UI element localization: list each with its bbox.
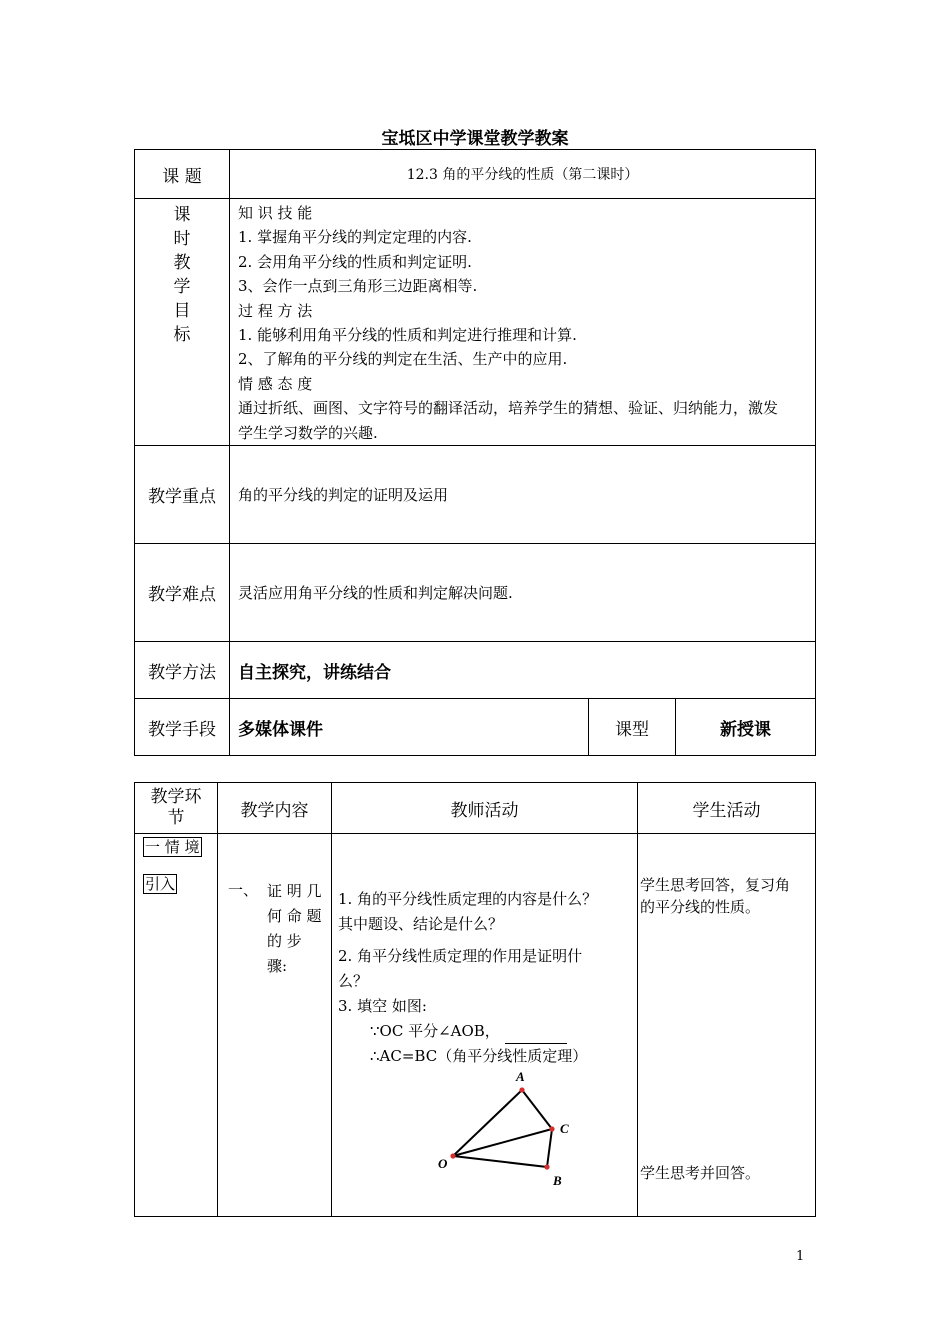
- teacher-question: 么？: [338, 972, 369, 990]
- method-value: 自主探究，讲练结合: [230, 642, 816, 699]
- header-content: 教学内容: [218, 783, 332, 834]
- stage-cell: [135, 834, 218, 1217]
- content-cell: [218, 834, 332, 1217]
- page-number: 1: [796, 1249, 805, 1264]
- objectives-label: [135, 199, 230, 446]
- objectives-label-char: 时: [173, 229, 191, 249]
- key-point-label: 教学重点: [135, 446, 230, 544]
- content-prefix: 一、: [228, 881, 259, 899]
- lesson-info-table: [134, 149, 816, 756]
- means-label: 教学手段: [135, 699, 230, 756]
- therefore-line: ∴AC=BC（角平分线性质定理）: [370, 1047, 588, 1065]
- objectives-content: [230, 199, 816, 446]
- label-b: B: [553, 1173, 562, 1188]
- objectives-label-char: 目: [173, 301, 191, 321]
- key-point-value: 角的平分线的判定的证明及运用: [230, 446, 816, 544]
- student-answer: 学生思考并回答。: [640, 1164, 761, 1182]
- objectives-label-char: 标: [173, 325, 191, 345]
- content-line: 骤:: [267, 957, 288, 975]
- objectives-label-char: 学: [173, 277, 191, 297]
- stage-box: 引入: [145, 875, 176, 893]
- objective-line: 2. 会用角平分线的性质和判定证明.: [238, 252, 472, 271]
- angle-bisector-figure: [423, 1069, 613, 1191]
- because-line: ∵OC 平分∠AOB，: [370, 1022, 500, 1040]
- objectives-label-char: 教: [173, 253, 191, 273]
- blank-underline: [505, 1029, 567, 1044]
- point-o: [450, 1153, 455, 1158]
- means-value: 多媒体课件: [230, 699, 589, 756]
- objective-line: 情 感 态 度: [238, 374, 313, 393]
- lesson-type-label: 课型: [589, 699, 676, 756]
- objective-line: 1. 掌握角平分线的判定定理的内容.: [238, 228, 472, 247]
- header-stage: [135, 783, 218, 834]
- student-answer: 学生思考回答，复习角: [640, 876, 791, 894]
- header-teacher: 教师活动: [332, 783, 638, 834]
- teaching-process-table: [134, 782, 816, 1217]
- segment-ac: [522, 1090, 552, 1129]
- topic-value: 12.3 角的平分线的性质（第二课时）: [230, 150, 816, 199]
- objective-line: 2、了解角的平分线的判定在生活、生产中的应用.: [238, 350, 568, 369]
- objective-line: 1. 能够利用角平分线的性质和判定进行推理和计算.: [238, 326, 577, 345]
- document-title: 宝坻区中学课堂教学教案: [381, 129, 569, 149]
- student-answer: 的平分线的性质。: [640, 898, 761, 916]
- topic-label: 课 题: [135, 150, 230, 199]
- segment-ob: [453, 1156, 547, 1167]
- teacher-question: 2. 角平分线性质定理的作用是证明什: [338, 947, 583, 965]
- teacher-activity-cell: [332, 834, 638, 1217]
- objectives-label-char: 课: [173, 205, 191, 225]
- student-activity-cell: [638, 834, 816, 1217]
- difficult-point-value: 灵活应用角平分线的性质和判定解决问题.: [230, 544, 816, 642]
- objective-line: 过 程 方 法: [238, 301, 313, 320]
- objective-line: 通过折纸、画图、文字符号的翻译活动，培养学生的猜想、验证、归纳能力，激发: [238, 399, 779, 418]
- lesson-type-value: 新授课: [676, 699, 816, 756]
- method-label: 教学方法: [135, 642, 230, 699]
- point-c: [549, 1126, 554, 1131]
- objective-line: 知 识 技 能: [238, 204, 313, 222]
- teacher-question: 其中题设、结论是什么？: [338, 915, 504, 933]
- teacher-question: 1. 角的平分线性质定理的内容是什么？: [338, 890, 598, 908]
- stage-box: 一 情 境: [145, 838, 200, 856]
- header-stage-line: 节: [167, 808, 185, 828]
- content-line: 何 命 题: [267, 907, 322, 925]
- teacher-question: 3. 填空 如图:: [338, 997, 427, 1015]
- label-o: O: [438, 1156, 448, 1171]
- content-line: 证 明 几: [267, 882, 322, 900]
- objective-line: 学生学习数学的兴趣.: [238, 423, 378, 442]
- label-c: C: [560, 1121, 569, 1136]
- point-a: [519, 1087, 524, 1092]
- objective-line: 3、会作一点到三角形三边距离相等.: [238, 277, 478, 296]
- content-line: 的 步: [267, 932, 302, 950]
- header-student: 学生活动: [638, 783, 816, 834]
- point-b: [544, 1164, 549, 1169]
- header-stage-line: 教学环: [150, 787, 202, 807]
- difficult-point-label: 教学难点: [135, 544, 230, 642]
- segment-cb: [547, 1129, 552, 1167]
- label-a: A: [516, 1069, 525, 1084]
